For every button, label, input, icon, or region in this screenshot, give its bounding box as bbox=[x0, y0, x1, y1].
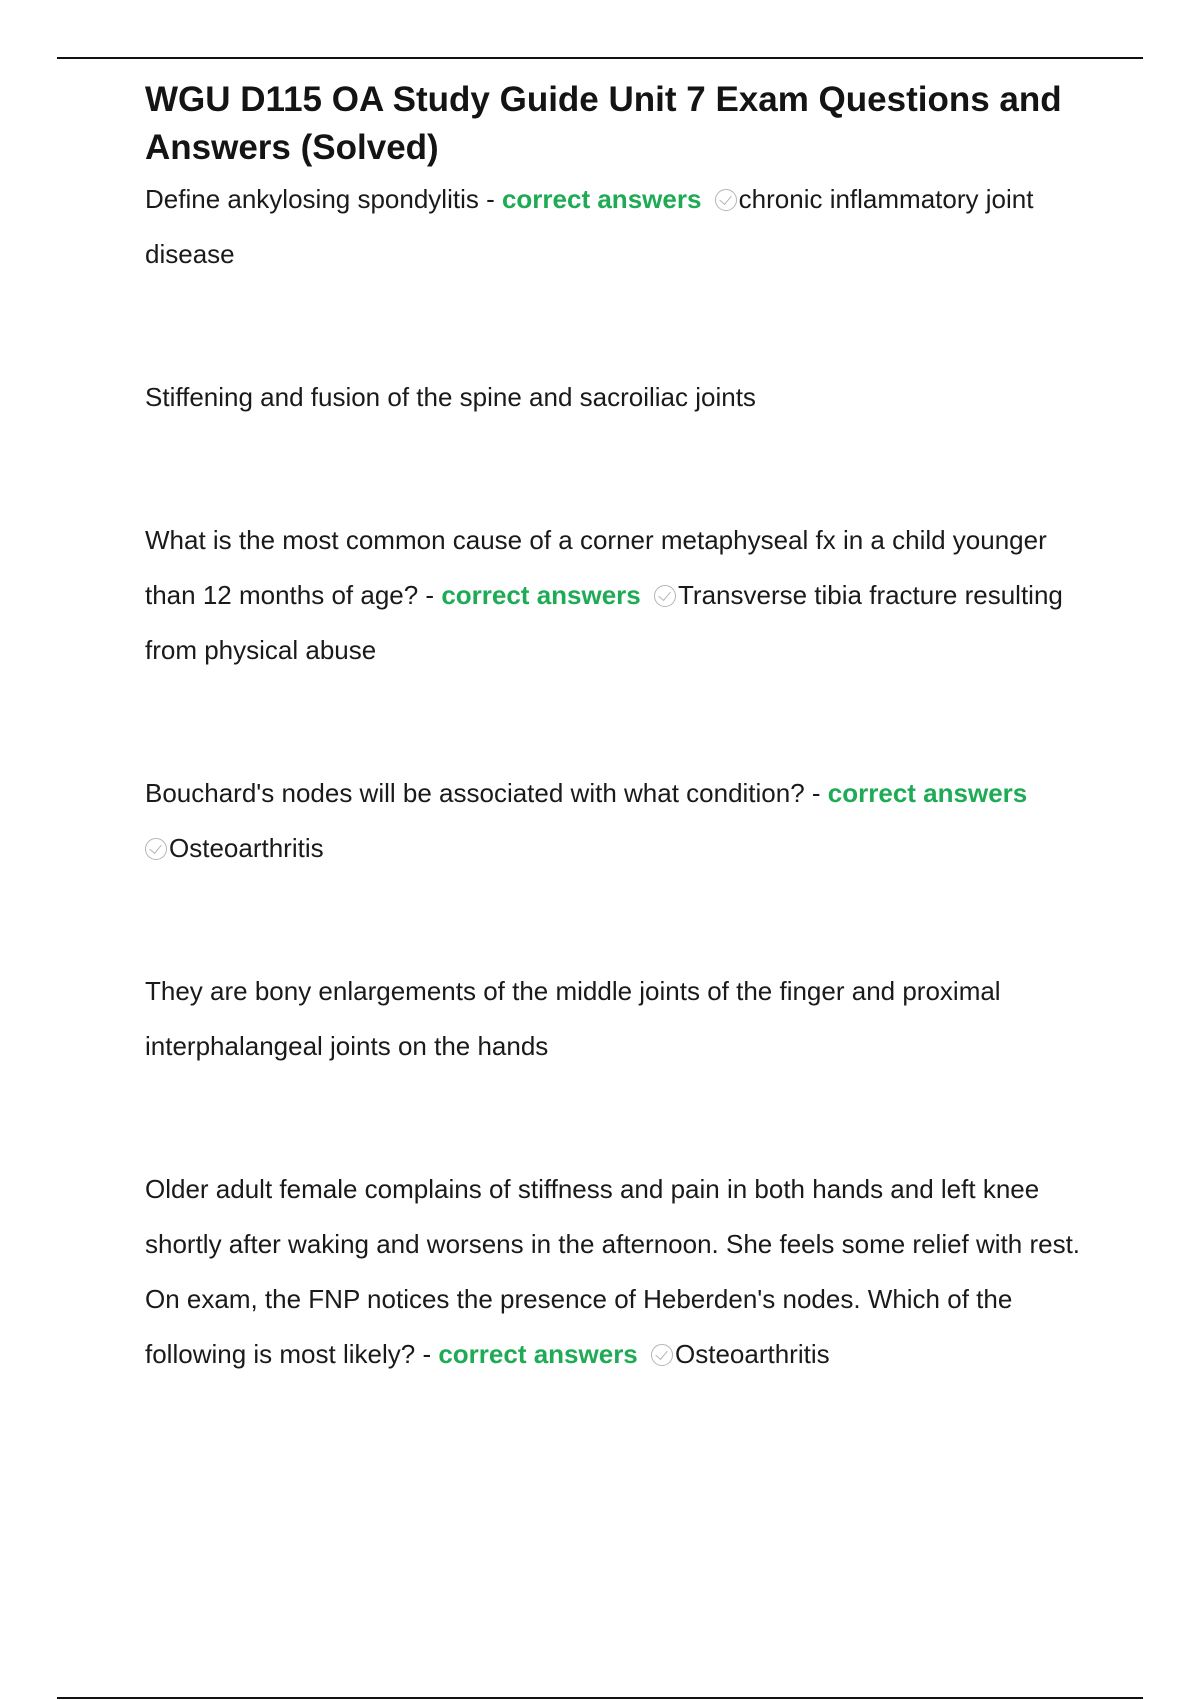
note-item-2: Stiffening and fusion of the spine and sacroiliac joints bbox=[145, 382, 756, 412]
question-text: What is the most common cause of a corner metaphyseal fx in a child younger than 12 months of age? bbox=[145, 525, 1047, 610]
correct-answers-label: correct answers bbox=[441, 580, 641, 610]
answer-text: Osteoarthritis bbox=[675, 1339, 830, 1369]
qa-item-3 bbox=[145, 513, 1095, 678]
document-title: WGU D115 OA Study Guide Unit 7 Exam Questions and Answers (Solved) bbox=[145, 80, 1062, 167]
answer-text: Osteoarthritis bbox=[169, 833, 324, 863]
top-rule bbox=[57, 57, 1143, 59]
question-text: Bouchard's nodes will be associated with what condition? bbox=[145, 778, 805, 808]
separator: - bbox=[478, 184, 502, 214]
separator: - bbox=[418, 580, 442, 610]
answer-text: Transverse tibia fracture resulting from physical abuse bbox=[145, 580, 1063, 665]
check-circle-icon bbox=[715, 189, 737, 211]
qa-item-6 bbox=[145, 1162, 1095, 1382]
document-body bbox=[145, 76, 1095, 1382]
qa-item-4 bbox=[145, 766, 1095, 876]
correct-answers-label: correct answers bbox=[827, 778, 1028, 808]
separator: - bbox=[804, 778, 828, 808]
check-circle-icon bbox=[145, 838, 167, 860]
question-text: Define ankylosing spondylitis bbox=[145, 184, 479, 214]
correct-answers-label: correct answers bbox=[501, 184, 702, 214]
answer-text: chronic inflammatory joint disease bbox=[145, 184, 1034, 269]
qa-item-1 bbox=[145, 172, 1095, 282]
bottom-rule bbox=[57, 1697, 1143, 1699]
question-text: Older adult female complains of stiffness and pain in both hands and left knee shortly after waking and worsens in the afternoon. She feels some relief with rest. On exam, the FNP notices the presence of Heberden's nodes. Which of the following is most likely? bbox=[145, 1174, 1081, 1369]
check-circle-icon bbox=[651, 1344, 673, 1366]
separator: - bbox=[415, 1339, 439, 1369]
check-circle-icon bbox=[654, 585, 676, 607]
correct-answers-label: correct answers bbox=[438, 1339, 638, 1369]
note-item-5: They are bony enlargements of the middle joints of the finger and proximal interphalangeal joints on the hands bbox=[145, 976, 1001, 1061]
